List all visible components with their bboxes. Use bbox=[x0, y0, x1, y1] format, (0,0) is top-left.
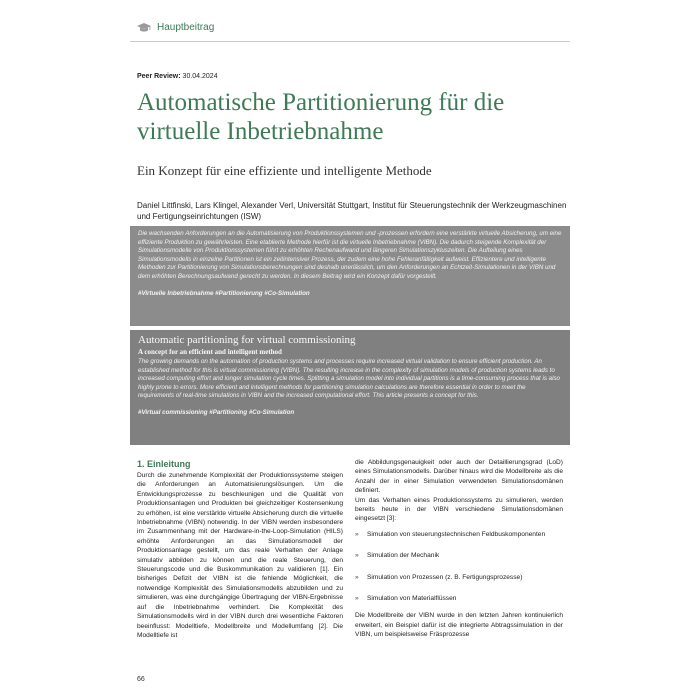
article-title: Automatische Partitionierung für die virtuelle Inbetriebnahme bbox=[137, 89, 505, 145]
section-header bbox=[137, 22, 214, 33]
abstract-english-text: The growing demands on the automation of production systems and processes require increased virtual validation to ensure efficient production. An established method for this is virtual commissioning (VIBN). The resulting increase in the complexity of simulation models of production systems leads to increased computing effort and longer simulation cycle times. Splitting a simulation model into individual partitions is a time-consuming process that is also highly prone to errors. More efficient and intelligent methods for partitioning simulation calculations are therefore essential in order to meet the requirements of real-time simulations in VIBN and the increased computational effort. This article presents a concept for this. bbox=[138, 358, 560, 400]
list-item bbox=[355, 573, 563, 582]
bullet-marker: » bbox=[355, 552, 359, 560]
peer-review-date: 30.04.2024 bbox=[182, 73, 218, 80]
graduation-cap-icon bbox=[137, 23, 151, 33]
body-column-left bbox=[137, 458, 343, 640]
list-item-text: Simulation von Prozessen (z. B. Fertigungsprozesse) bbox=[367, 573, 523, 581]
abstract-german-tags: #Virtuelle Inbetriebnahme #Partitionierung #Co-Simulation bbox=[138, 289, 310, 297]
header-divider bbox=[130, 41, 570, 42]
abstract-german-text: Die wachsenden Anforderungen an die Automatisierung von Produktionssystemen und -prozessen erfordern eine verstärkte virtuelle Absicherung, um eine effiziente Produktion zu gewährleisten. Eine etablierte Methode hierfür ist die virtuelle Inbetriebnahme (VIBN). Die dadurch steigende Komplexität der Simulationsmodelle von Produktionssystemen führt zu erhöhten Rechenaufwand und längeren Simulationszykluszeiten. Die Aufteilung eines Simulationsmodells in einzelne Partitionen ist ein zeitintensiver Prozess, der zudem eine hohe Fehleranfälligkeit aufweist. Effizientere und intelligente Methoden zur Partitionierung von Simulationsberechnungen sind deshalb unerlässlich, um den Anforderungen an Echtzeit-Simulationen in der VIBN und dem erhöhten Berechnungsaufwand gerecht zu werden. In diesem Beitrag wird ein Konzept dafür vorgestellt. bbox=[138, 230, 562, 280]
page-number: 66 bbox=[137, 676, 145, 683]
abstract-english-title: Automatic partitioning for virtual commissioning bbox=[138, 334, 356, 346]
list-item bbox=[355, 551, 563, 560]
body-paragraph: die Abbildungsgenauigkeit oder auch der Detaillierungsgrad (LoD) eines Simulationsmodells. Darüber hinaus wird die Modellbreite als die Anzahl der in einer Simulation verwendeten Simulationsdomänen definiert. bbox=[355, 459, 563, 495]
abstract-german bbox=[130, 226, 570, 326]
article-subtitle: Ein Konzept für eine effiziente und intelligente Methode bbox=[137, 163, 432, 178]
body-paragraph: Um das Verhalten eines Produktionssystems zu simulieren, werden bereits heute in der VIBN verschiedene Simulationsdomänen eingesetzt [3]: bbox=[355, 496, 563, 523]
peer-review-label: Peer Review: bbox=[137, 73, 181, 80]
list-item-text: Simulation von Materialflüssen bbox=[367, 595, 457, 603]
list-item-text: Simulation von steuerungstechnischen Feldbuskomponenten bbox=[367, 530, 546, 538]
bullet-marker: » bbox=[355, 530, 359, 538]
peer-review-line bbox=[137, 73, 218, 80]
author-line: Daniel Littfinski, Lars Klingel, Alexander Verl, Universität Stuttgart, Institut für Steuerungstechnik der Werkzeugmaschinen und Fertigungseinrichtungen (ISW) bbox=[137, 201, 567, 221]
body-paragraph: Durch die zunehmende Komplexität der Produktionssysteme steigen die Anforderungen an Automatisierungslösungen. Um die Entwicklungsprozesse zu beschleunigen und die Qualität von Produktionsanlagen und Produkten bei gleichzeitiger Kostensenkung zu erhöhen, ist eine verstärkte virtuelle Absicherung durch die virtuelle Inbetriebnahme (VIBN) notwendig. In der VIBN werden insbesondere im Zusammenhang mit der Hardware-in-the-Loop-Simulation (HILS) erhöhte Anforderungen an das Simulationsmodell der Produktionsanlage gestellt, um das reale Verhalten der Anlage simulativ abbilden zu können und die reale Steuerung, den Steuerungscode und die Buskommunikation zu validieren [1]. Ein bisheriges Defizit der VIBN ist die fehlende Möglichkeit, die notwendige Komplexität des Simulationsmodells abzubilden und zu simulieren, was eine durchgängige Übertragung der VIBN-Ergebnisse auf die Inbetriebnahme verhindert. Die Komplexität des Simulationsmodells wird in der VIBN durch drei wesentliche Faktoren beeinflusst: Modelltiefe, Modellbreite und Modellumfang [2]. Die Modelltiefe ist bbox=[137, 472, 343, 639]
abstract-english-subtitle: A concept for an efficient and intelligent method bbox=[138, 348, 282, 356]
abstract-english-tags: #Virtual commissioning #Partitioning #Co-Simulation bbox=[138, 408, 295, 416]
list-item-text: Simulation der Mechanik bbox=[367, 552, 440, 560]
body-column-right bbox=[355, 458, 563, 640]
list-item bbox=[355, 594, 563, 603]
section-label: Hauptbeitrag bbox=[157, 22, 215, 33]
body-paragraph: Die Modellbreite der VIBN wurde in den letzten Jahren kontinuierlich erweitert, ein Beispiel dafür ist die integrierte Abtragssimulation in der VIBN, um beispielsweise Fräsprozesse bbox=[355, 612, 563, 639]
simulation-domain-list bbox=[355, 530, 563, 604]
abstract-english bbox=[130, 330, 570, 445]
bullet-marker: » bbox=[355, 595, 359, 603]
list-item bbox=[355, 530, 563, 539]
bullet-marker: » bbox=[355, 573, 359, 581]
section-heading: 1. Einleitung bbox=[137, 459, 191, 469]
